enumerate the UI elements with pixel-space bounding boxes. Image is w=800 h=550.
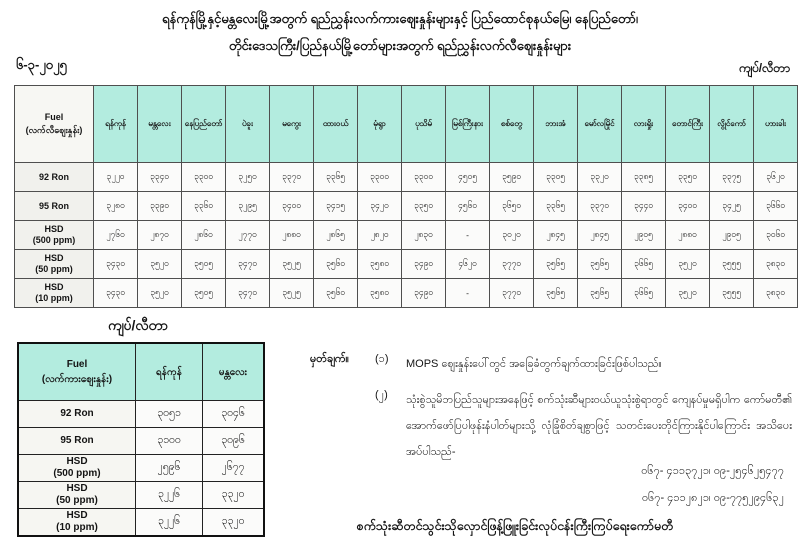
price-cell: ၃၃၈၅ bbox=[622, 163, 666, 192]
price-cell: ၃၆၅၀ bbox=[490, 192, 534, 221]
city-header: မန္တလေး bbox=[203, 343, 265, 401]
city-header: စစ်တွေ bbox=[490, 86, 534, 163]
price-cell: ၃၅၈၀ bbox=[358, 279, 402, 308]
city-header: မကွေး bbox=[270, 86, 314, 163]
fuel-heading: Fuel bbox=[66, 359, 88, 370]
city-header: မြစ်ကြီးနား bbox=[446, 86, 490, 163]
price-cell: ၃၃၄၀ bbox=[138, 163, 182, 192]
price-cell: ၃၆၆၅ bbox=[622, 279, 666, 308]
table-row bbox=[15, 279, 798, 308]
price-cell: ၃၅၂၀ bbox=[666, 279, 710, 308]
price-cell: ၃၄၇၀ bbox=[226, 279, 270, 308]
fuel-label: 95 Ron bbox=[18, 428, 136, 455]
price-cell: ၃၄၉၀ bbox=[402, 250, 446, 279]
price-cell: ၃၂၅၀ bbox=[226, 163, 270, 192]
price-cell: ၃၄၃၀ bbox=[94, 279, 138, 308]
price-cell: ၃၀၉၆ bbox=[203, 428, 265, 455]
price-cell: ၃၅၆၅ bbox=[534, 279, 578, 308]
price-cell: ၃၅၂၀ bbox=[666, 250, 710, 279]
city-header: ထားဝယ် bbox=[314, 86, 358, 163]
fuel-label: 92 Ron bbox=[18, 401, 136, 428]
note-2-number: (၂) bbox=[375, 388, 388, 401]
price-cell: ၃၃၂၀ bbox=[203, 482, 265, 509]
fuel-label: HSD (50 ppm) bbox=[15, 250, 94, 279]
price-cell: - bbox=[446, 279, 490, 308]
city-header: ပုသိမ် bbox=[402, 86, 446, 163]
price-cell: ၃၃၀၀ bbox=[358, 163, 402, 192]
table-row bbox=[15, 250, 798, 279]
price-cell: ၂၈၃၀ bbox=[402, 221, 446, 250]
price-cell: ၄၅၆၀ bbox=[446, 192, 490, 221]
price-cell: ၂၉၀၅ bbox=[710, 221, 754, 250]
page-title-line2: တိုင်းဒေသကြီး/ပြည်နယ်မြို့တော်များအတွက် ရည်ညွှန်းလက်လီဈေးနှုန်းများ bbox=[228, 38, 572, 53]
price-cell: ၃၂၉၅ bbox=[226, 192, 270, 221]
unit-label-top: ကျပ်/လီတာ bbox=[738, 61, 790, 75]
price-cell: ၃၀၆၀ bbox=[754, 221, 798, 250]
note-2-text: သုံးစွဲသူမိဘပြည်သူများအနေဖြင့် စက်သုံးဆီများဝယ်ယူသုံးစွဲရာတွင် ကျေနပ်မှုမရှိပါက ကော်မတီ၏ အောက်ဖော်ပြပါဖုန်းနံပါတ်များသို့ လုံခြုံစိတ်ချစွာဖြင့် သတင်းပေးတိုင်ကြားနိုင်ပါကြောင်း အသိပေးအပ်ပါသည်- bbox=[406, 393, 792, 458]
fuel-label: HSD (50 ppm) bbox=[18, 482, 136, 509]
price-cell: ၂၇၇၀ bbox=[226, 221, 270, 250]
fuel-label: 95 Ron bbox=[15, 192, 94, 221]
price-cell: ၃၈၃၀ bbox=[754, 279, 798, 308]
price-cell: ၃၆၆၅ bbox=[622, 250, 666, 279]
city-header: လွိုင်ကော် bbox=[710, 86, 754, 163]
phone-line-2: ဝ၆၇- ၄၁၁၂၈၂၁၊ ဝ၉-၇၇၅၂၉၄၆၃၂ bbox=[641, 492, 784, 504]
price-cell: ၂၈၈၀ bbox=[270, 221, 314, 250]
price-cell: ၂၈၂၀ bbox=[358, 221, 402, 250]
note-1-number: (၁) bbox=[375, 353, 389, 365]
retail-corner-cell bbox=[15, 86, 94, 163]
price-cell: ၂၆၇၇ bbox=[203, 455, 265, 482]
price-cell: ၃၃၂၀ bbox=[578, 163, 622, 192]
wholesale-price-table bbox=[17, 342, 265, 537]
fuel-label: HSD (10 ppm) bbox=[18, 509, 136, 537]
wholesale-price-heading: (လက်ကားဈေးနှုန်း) bbox=[41, 374, 113, 385]
price-cell: ၃၃၀၀ bbox=[182, 163, 226, 192]
table-row bbox=[15, 221, 798, 250]
price-cell: ၃၃၅၀ bbox=[666, 163, 710, 192]
price-cell: ၃၄၁၅ bbox=[314, 192, 358, 221]
price-cell: ၃၅၀၅ bbox=[182, 250, 226, 279]
retail-price-heading: (လက်လီဈေးနှုန်း) bbox=[25, 125, 83, 135]
table-row bbox=[15, 163, 798, 192]
price-cell: ၃၃၅၀ bbox=[402, 192, 446, 221]
price-cell: ၃၄၀၀ bbox=[666, 192, 710, 221]
notes-spacer bbox=[310, 388, 370, 466]
city-header: ရန်ကုန် bbox=[136, 343, 203, 401]
price-cell: ၂၈၄၅ bbox=[578, 221, 622, 250]
notes-section bbox=[310, 352, 792, 465]
fuel-label: HSD (500 ppm) bbox=[18, 455, 136, 482]
price-cell: ၃၅၂၅ bbox=[270, 250, 314, 279]
date-label: ၆-၃-၂၀၂၅ bbox=[16, 57, 67, 72]
price-cell: ၃၄၄၀ bbox=[622, 192, 666, 221]
price-cell: ၃၅၀၅ bbox=[182, 279, 226, 308]
price-cell: ၃၄၀၀ bbox=[270, 192, 314, 221]
price-cell: ၃၂၂၆ bbox=[136, 482, 203, 509]
table-row bbox=[18, 455, 264, 482]
fuel-label: HSD (500 ppm) bbox=[15, 221, 94, 250]
unit-label-small: ကျပ်/လီတာ bbox=[108, 317, 168, 333]
price-cell: ၃၇၇၀ bbox=[490, 250, 534, 279]
city-header: မန္တလေး bbox=[138, 86, 182, 163]
price-cell: ၃၅၅၅ bbox=[710, 279, 754, 308]
price-cell: ၃၆၆၀ bbox=[754, 192, 798, 221]
price-cell: ၃၅၂၅ bbox=[270, 279, 314, 308]
price-cell: ၃၃၀၀ bbox=[402, 163, 446, 192]
price-cell: ၃၄၂၀ bbox=[358, 192, 402, 221]
notes-label: မှတ်ချက်။ bbox=[310, 353, 350, 365]
price-cell: ၄၆၂၀ bbox=[446, 250, 490, 279]
price-cell: ၃၅၅၅ bbox=[710, 250, 754, 279]
price-cell: ၃၀၂၀ bbox=[490, 221, 534, 250]
fuel-label: HSD (10 ppm) bbox=[15, 279, 94, 308]
city-header: နေပြည်တော် bbox=[182, 86, 226, 163]
price-cell: ၃၃၂၀ bbox=[203, 509, 265, 537]
table-row bbox=[18, 482, 264, 509]
price-cell: ၂၅၉၆ bbox=[136, 455, 203, 482]
price-cell: ၂၉၀၅ bbox=[622, 221, 666, 250]
price-cell: ၃၀၄၆ bbox=[203, 401, 265, 428]
price-cell: ၃၅၆၅ bbox=[578, 279, 622, 308]
price-cell: ၃၂၂၆ bbox=[136, 509, 203, 537]
city-header: မုံရွာ bbox=[358, 86, 402, 163]
city-header: တောင်ကြီး bbox=[666, 86, 710, 163]
price-cell: ၃၅၈၀ bbox=[358, 250, 402, 279]
price-cell: ၃၀၅၁ bbox=[136, 401, 203, 428]
price-cell: ၃၄၂၅ bbox=[710, 192, 754, 221]
page-title bbox=[0, 5, 800, 59]
phone-line-1: ဝ၆၇- ၄၁၁၃၇၂၁၊ ဝ၉-၂၅၄၆၂၅၄၇၇ bbox=[641, 465, 784, 477]
table-row bbox=[18, 428, 264, 455]
price-cell: ၃၂၂၀ bbox=[94, 163, 138, 192]
price-cell: ၂၈၆၀ bbox=[182, 221, 226, 250]
wholesale-header-row bbox=[18, 343, 264, 401]
city-header: ပဲခူး bbox=[226, 86, 270, 163]
price-cell: ၃၃၆၀ bbox=[182, 192, 226, 221]
retail-price-table bbox=[14, 85, 798, 308]
city-header: မော်လမြိုင် bbox=[578, 86, 622, 163]
price-cell: ၃၅၉၀ bbox=[490, 163, 534, 192]
price-cell: ၃၂၈၀ bbox=[94, 192, 138, 221]
price-cell: ၃၃၇၅ bbox=[710, 163, 754, 192]
city-header: လားရှိုး bbox=[622, 86, 666, 163]
price-cell: ၃၅၂၀ bbox=[138, 250, 182, 279]
price-cell: ၃၃၇၀ bbox=[578, 192, 622, 221]
table-row bbox=[18, 509, 264, 537]
price-cell: ၂၈၆၅ bbox=[314, 221, 358, 250]
price-cell: ၃၃၆၅ bbox=[534, 192, 578, 221]
note-1-text: MOPS ဈေးနှုန်းပေါ်တွင် အခြေခံတွက်ချက်ထားခြင်းဖြစ်ပါသည်။ bbox=[406, 358, 662, 370]
price-cell: ၃၃၆၅ bbox=[314, 163, 358, 192]
price-cell: ၃၅၆၀ bbox=[314, 250, 358, 279]
table-row bbox=[15, 192, 798, 221]
price-cell: ၃၃၀၅ bbox=[534, 163, 578, 192]
price-cell: ၃၃၉၀ bbox=[138, 192, 182, 221]
price-cell: ၄၅၀၅ bbox=[446, 163, 490, 192]
price-cell: ၃၁၀၀ bbox=[136, 428, 203, 455]
city-header: ဟားခါး bbox=[754, 86, 798, 163]
phone-numbers bbox=[641, 458, 784, 512]
page-title-line1: ရန်ကုန်မြို့နှင့်မန္တလေးမြို့အတွက် ရည်ညွှန်းလက်ကားဈေးနှုန်းများနှင့် ပြည်ထောင်စုနယ်မြေ၊ နေပြည်တော်၊ bbox=[162, 11, 638, 26]
price-cell: ၃၄၉၀ bbox=[402, 279, 446, 308]
price-cell: ၂၈၄၅ bbox=[534, 221, 578, 250]
price-cell: ၃၄၇၀ bbox=[226, 250, 270, 279]
price-cell: ၃၅၆၅ bbox=[578, 250, 622, 279]
price-cell: - bbox=[446, 221, 490, 250]
retail-header-row bbox=[15, 86, 798, 163]
price-cell: ၃၈၃၀ bbox=[754, 250, 798, 279]
price-cell: ၃၃၇၀ bbox=[270, 163, 314, 192]
price-cell: ၃၇၇၀ bbox=[490, 279, 534, 308]
fuel-label: 92 Ron bbox=[15, 163, 94, 192]
price-cell: ၂၈၈၀ bbox=[666, 221, 710, 250]
price-cell: ၃၅၆၅ bbox=[534, 250, 578, 279]
table-row bbox=[18, 401, 264, 428]
price-cell: ၃၆၂၀ bbox=[754, 163, 798, 192]
committee-title: စက်သုံးဆီတင်သွင်းသိုလှောင်ဖြန့်ဖြူးခြင်းလုပ်ငန်းကြီးကြပ်ရေးကော်မတီ bbox=[356, 519, 674, 533]
price-cell: ၂၈၇၀ bbox=[138, 221, 182, 250]
price-cell: ၂၇၆၀ bbox=[94, 221, 138, 250]
city-header: ဘားအံ bbox=[534, 86, 578, 163]
fuel-heading: Fuel bbox=[44, 112, 64, 122]
price-cell: ၃၅၆၀ bbox=[314, 279, 358, 308]
price-cell: ၃၄၃၀ bbox=[94, 250, 138, 279]
price-cell: ၃၅၂၀ bbox=[138, 279, 182, 308]
wholesale-corner-cell bbox=[18, 343, 136, 401]
city-header: ရန်ကုန် bbox=[94, 86, 138, 163]
